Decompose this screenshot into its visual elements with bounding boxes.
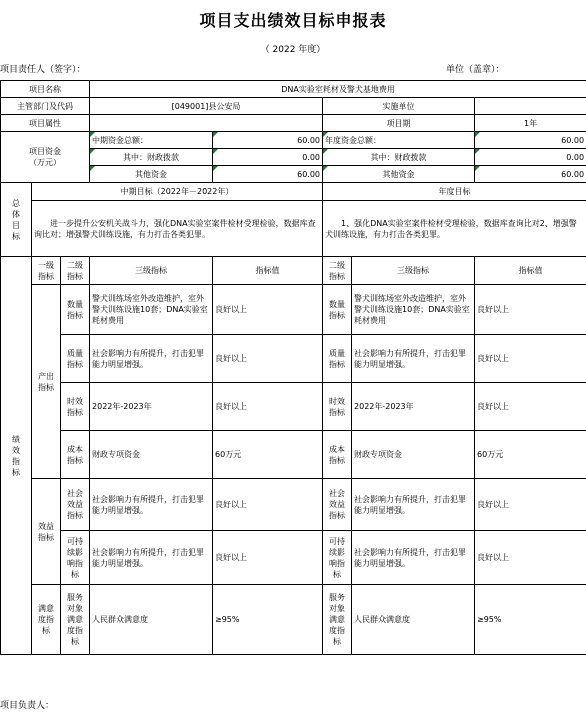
- satisfaction-indicators-label: 满意 度指 标: [32, 585, 61, 655]
- implementing-unit-label: 实施单位: [323, 98, 475, 115]
- level3-cell-annual: 财政专项资金: [352, 431, 475, 479]
- value-cell-annual: 良好以上: [475, 285, 586, 335]
- table-row: [1, 335, 586, 383]
- project-name-label: 项目名称: [1, 81, 90, 98]
- value-cell: ≥95%: [213, 585, 323, 655]
- table-row: [1, 585, 586, 655]
- value-cell-annual: 60万元: [475, 431, 586, 479]
- level3-cell-annual: 社会影响力有所提升，打击犯罪能力明显增强。: [352, 335, 475, 383]
- level2-cell-annual: 服务 对象 满意 度指 标: [323, 585, 352, 655]
- benefit-indicators-label: 效益 指标: [32, 479, 61, 585]
- level2-cell-annual: 时效 指标: [323, 383, 352, 431]
- value-cell-annual: 良好以上: [475, 531, 586, 585]
- level3-cell: 社会影响力有所提升，打击犯罪能力明显增强。: [90, 531, 213, 585]
- performance-indicators-label: 绩 效 指 标: [1, 257, 32, 655]
- performance-form-table: [0, 80, 586, 655]
- value-cell: 良好以上: [213, 383, 323, 431]
- value-cell: 良好以上: [213, 479, 323, 531]
- output-indicators-label: 产出 指标: [32, 285, 61, 479]
- value-cell-annual: 良好以上: [475, 479, 586, 531]
- mid-fiscal-value: 0.00: [213, 149, 323, 166]
- level2-cell: 质量 指标: [61, 335, 90, 383]
- mid-fiscal-label: 其中：财政拨款: [90, 149, 213, 166]
- mid-total-value: 60.00: [213, 132, 323, 149]
- level2-header: 二级 指标: [61, 257, 90, 285]
- level2-cell-annual: 质量 指标: [323, 335, 352, 383]
- level3-cell-annual: 人民群众满意度: [352, 585, 475, 655]
- value-header-annual: 指标值: [475, 257, 586, 285]
- project-attribute-label: 项目属性: [1, 115, 90, 132]
- level3-cell: 人民群众满意度: [90, 585, 213, 655]
- table-row: [1, 285, 586, 335]
- project-leader-label: 项目负责人：: [0, 701, 55, 711]
- level3-header-annual: 三级指标: [352, 257, 475, 285]
- row-funds-total: [1, 132, 586, 149]
- overall-goals-label: 总 体 目 标: [1, 183, 32, 257]
- level3-header: 三级指标: [90, 257, 213, 285]
- row-goals-header: [1, 183, 586, 201]
- mid-other-value: 60.00: [213, 166, 323, 183]
- level2-cell: 时效 指标: [61, 383, 90, 431]
- level2-cell: 服务 对象 满意 度指 标: [61, 585, 90, 655]
- level3-cell: 警犬训练场室外改造维护，室外警犬训练设施10套；DNA实验室耗材费用: [90, 285, 213, 335]
- level3-cell-annual: 社会影响力有所提升，打击犯罪能力明显增强。: [352, 531, 475, 585]
- value-cell: 良好以上: [213, 335, 323, 383]
- project-attribute-value: [90, 115, 323, 132]
- row-attribute: [1, 115, 586, 132]
- year-other-label: 其他资金: [323, 166, 475, 183]
- mid-other-label: 其他资金: [90, 166, 213, 183]
- value-cell-annual: 良好以上: [475, 383, 586, 431]
- annual-goal-text: 1、强化DNA实验室案件检材受理检验，数据库查询比对2、增强警犬训练设施，有力打击各类犯罪。: [323, 201, 586, 257]
- level2-cell-annual: 数量 指标: [323, 285, 352, 335]
- level3-cell-annual: 警犬训练场室外改造维护，室外警犬训练设施10套；DNA实验室耗材费用: [352, 285, 475, 335]
- unit-seal-label: 单位（盖章）：: [446, 65, 505, 75]
- row-goals-text: [1, 201, 586, 257]
- implementing-unit-value: [475, 98, 586, 115]
- year-fiscal-label: 其中：财政拨款: [323, 149, 475, 166]
- fiscal-year: （ 2022 年度）: [260, 45, 326, 55]
- year-total-value: 60.00: [475, 132, 586, 149]
- department-value: [049001]县公安局: [90, 98, 323, 115]
- value-cell: 良好以上: [213, 531, 323, 585]
- value-cell: 60万元: [213, 431, 323, 479]
- level2-cell: 数量 指标: [61, 285, 90, 335]
- department-label: 主管部门及代码: [1, 98, 90, 115]
- table-row: [1, 531, 586, 585]
- project-name-value: DNA实验室耗材及警犬基地费用: [90, 81, 586, 98]
- table-row: [1, 431, 586, 479]
- level1-header: 一级 指标: [32, 257, 61, 285]
- mid-term-goal-text: 进一步提升公安机关战斗力，强化DNA实验室案件检材受理检验，数据库查询比对；增强警犬训练设施，有力打击各类犯罪。: [32, 201, 323, 257]
- row-project-name: [1, 81, 586, 98]
- level3-cell-annual: 社会影响力有所提升，打击犯罪能力明显增强。: [352, 479, 475, 531]
- level2-header-annual: 二级 指标: [323, 257, 352, 285]
- row-indicator-header: [1, 257, 586, 285]
- mid-total-label: 中期资金总额：: [90, 132, 213, 149]
- year-fiscal-value: 0.00: [475, 149, 586, 166]
- level2-cell-annual: 社会 效益 指标: [323, 479, 352, 531]
- year-other-value: 60.00: [475, 166, 586, 183]
- level2-cell: 社会 效益 指标: [61, 479, 90, 531]
- level3-cell: 2022年-2023年: [90, 383, 213, 431]
- level3-cell: 社会影响力有所提升，打击犯罪能力明显增强。: [90, 335, 213, 383]
- row-department: [1, 98, 586, 115]
- project-period-value: 1年: [475, 115, 586, 132]
- level2-cell: 可持 续影 响指 标: [61, 531, 90, 585]
- year-total-label: 年度资金总额：: [323, 132, 475, 149]
- level3-cell: 财政专项资金: [90, 431, 213, 479]
- level2-cell: 成本 指标: [61, 431, 90, 479]
- annual-goal-header: 年度目标: [323, 183, 586, 201]
- form-title: 项目支出绩效目标申报表: [199, 11, 387, 30]
- table-row: [1, 383, 586, 431]
- project-period-label: 项目期: [323, 115, 475, 132]
- value-cell-annual: ≥95%: [475, 585, 586, 655]
- project-funds-label: 项目资金 （万元）: [1, 132, 90, 183]
- responsible-signature-label: 项目责任人（签字）：: [0, 65, 86, 75]
- value-cell-annual: 良好以上: [475, 335, 586, 383]
- value-cell: 良好以上: [213, 285, 323, 335]
- level3-cell-annual: 2022年-2023年: [352, 383, 475, 431]
- level3-cell: 社会影响力有所提升，打击犯罪能力明显增强。: [90, 479, 213, 531]
- level2-cell-annual: 成本 指标: [323, 431, 352, 479]
- value-header: 指标值: [213, 257, 323, 285]
- performance-form-sheet: [0, 80, 586, 655]
- level2-cell-annual: 可持 续影 响指 标: [323, 531, 352, 585]
- mid-term-goal-header: 中期目标（2022年－2022年）: [32, 183, 323, 201]
- table-row: [1, 479, 586, 531]
